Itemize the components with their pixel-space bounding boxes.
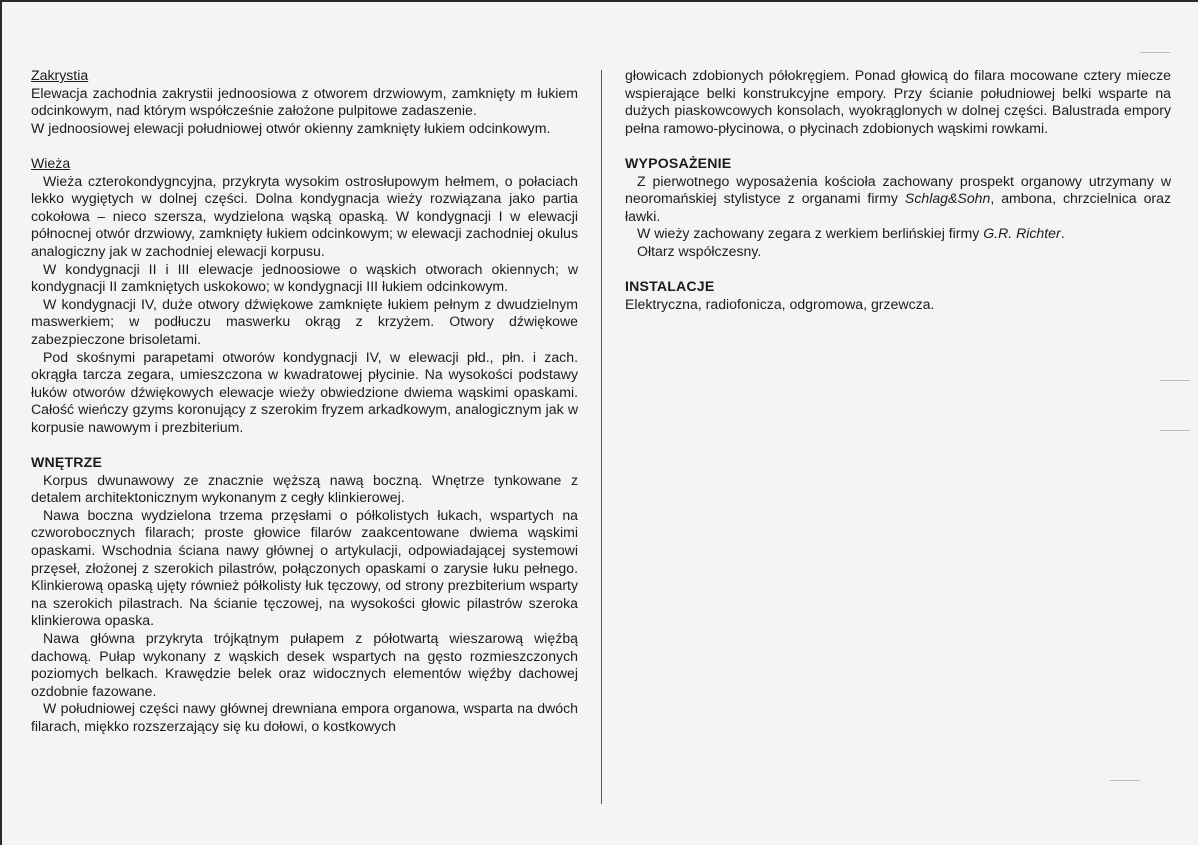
wieza-heading: Wieża: [31, 154, 71, 171]
wnetrze-heading: WNĘTRZE: [31, 454, 103, 471]
zakrystia-paragraph-1: Elewacja zachodnia zakrystii jednoosiowa z otworem drzwiowym, zamknięty m łukiem odcinkowym, nad którym współcześnie założone pulpitowe zadaszenie.: [31, 84, 578, 119]
scan-mark: [1160, 380, 1190, 381]
wyposazenie-paragraph-2: [625, 225, 1171, 243]
wyposazenie-paragraph-1: [625, 173, 1171, 226]
instalacje-heading: INSTALACJE: [625, 278, 715, 295]
wieza-paragraph-3: W kondygnacji IV, duże otwory dźwiękowe zamknięte łukiem pełnym z dwudzielnym maswerkiem; w podłuczu maswerku okrąg z krzyżem. Otwory dźwiękowe zabezpieczone brisoletami.: [31, 295, 578, 347]
wieza-paragraph-4: Pod skośnymi parapetami otworów kondygnacji IV, w elewacji płd., płn. i zach. okrągła tarcza zegara, umieszczona w kwadratowej płycinie. Na wysokości podstawy łuków otworów dźwiękowych elewacje wieży obwiedzione dwiema wąskimi opaskami. Całość wieńczy gzyms koronujący z szerokim fryzem arkadkowym, analogicznym jak w korpusie nawowym i prezbiterium.: [31, 348, 578, 435]
firm-schlag-sohn: Schlag&Sohn: [904, 190, 991, 207]
scan-mark: [1110, 780, 1140, 781]
wnetrze-paragraph-4: W południowej części nawy głównej drewniana empora organowa, wsparta na dwóch filarach, miękko rozszerzający się ku dołowi, o kostkowych: [31, 700, 578, 734]
zakrystia-paragraph-2: W jednoosiowej elewacji południowej otwór okienny zamknięty łukiem odcinkowym.: [31, 119, 551, 136]
wyposazenie-p2-tail: .: [1060, 225, 1065, 242]
wieza-paragraph-2: W kondygnacji II i III elewacje jednoosiowe o wąskich otworach okiennych; w kondygnacji II zamkniętych uskokowo; w kondygnacji III łukiem odcinkowym.: [31, 260, 578, 295]
wnetrze-paragraph-3: Nawa główna przykryta trójkątnym pułapem z półotwartą wieszarową więźbą dachową. Pułap wykonany z wąskich desek wspartych na gęsto rozmieszczonych poziomych belkach. Krawędzie belek oraz widocznych elementów więźby dachowej ozdobnie fazowane.: [31, 630, 578, 699]
wnetrze-paragraph-2: Nawa boczna wydzielona trzema przęsłami o półkolistych łukach, wspartych na czworobocznych filarach; proste głowice filarów zaakcentowane dwiema wąskimi opaskami. Wschodnia ściana nawy głównej o artykulacji, odpowiadającej systemowi przęseł, złożonej z szerokich pilastrów, połączonych opaskami o zarysie łuku pełnego. Klinkierową opaską ujęty również półkolisty łuk tęczowy, od strony prezbiterium wsparty na szerokich pilastrach. Na ścianie tęczowej, na wysokości głowic pilastrów szeroka klinkierowa opaska.: [31, 506, 578, 629]
empora-continuation: głowicach zdobionych półokręgiem. Ponad głowicą do filara mocowane cztery miecze wspierające belki konstrukcyjne empory. Przy ścianie południowej belki wsparte na dużych piaskowcowych konsolach, wyokrąglonych w dolnej części. Balustrada empory pełna ramowo-płycinowa, o płycinach zdobionych wąskimi rowkami.: [625, 67, 1171, 136]
scan-mark: [1140, 52, 1170, 53]
wieza-paragraph-1: Wieża czterokondygncyjna, przykryta wysokim ostrosłupowym hełmem, o połaciach lekko wygiętych w dolnej części. Dolna kondygnacja wieży rozwiązana jako partia cokołowa – nieco szersza, wydzielona wąską opaską. W kondygnacji I w elewacji północnej otwór drzwiowy, zamknięty łukiem odcinkowym; w elewacji zachodniej okulus analogiczny jak w zachodniej elewacji korpusu.: [31, 172, 578, 259]
column-divider: [601, 70, 602, 804]
left-column: [31, 67, 578, 736]
scan-mark: [1160, 430, 1190, 431]
wyposazenie-p1-tail: , ambona, chrzcielnica oraz ławki.: [625, 190, 1172, 224]
right-column: [625, 67, 1171, 313]
wyposazenie-heading: WYPOSAŻENIE: [625, 154, 732, 171]
wyposazenie-p2-text: W wieży zachowany zegara z werkiem berlińskiej firmy: [637, 225, 984, 242]
firm-gr-richter: G.R. Richter: [983, 225, 1061, 242]
wnetrze-paragraph-1: Korpus dwunawowy ze znacznie węższą nawą boczną. Wnętrze tynkowane z detalem architektonicznym wykonanym z cegły klinkierowej.: [31, 471, 578, 506]
wyposazenie-p1-text: Z pierwotnego wyposażenia kościoła zachowany prospekt organowy utrzymany w neoromańskiej stylistyce z organami firmy: [625, 172, 1171, 207]
instalacje-paragraph-1: Elektryczna, radiofonicza, odgromowa, grzewcza.: [625, 295, 935, 312]
wyposazenie-paragraph-3: Ołtarz współczesny.: [637, 242, 762, 259]
zakrystia-heading: Zakrystia: [31, 67, 89, 83]
